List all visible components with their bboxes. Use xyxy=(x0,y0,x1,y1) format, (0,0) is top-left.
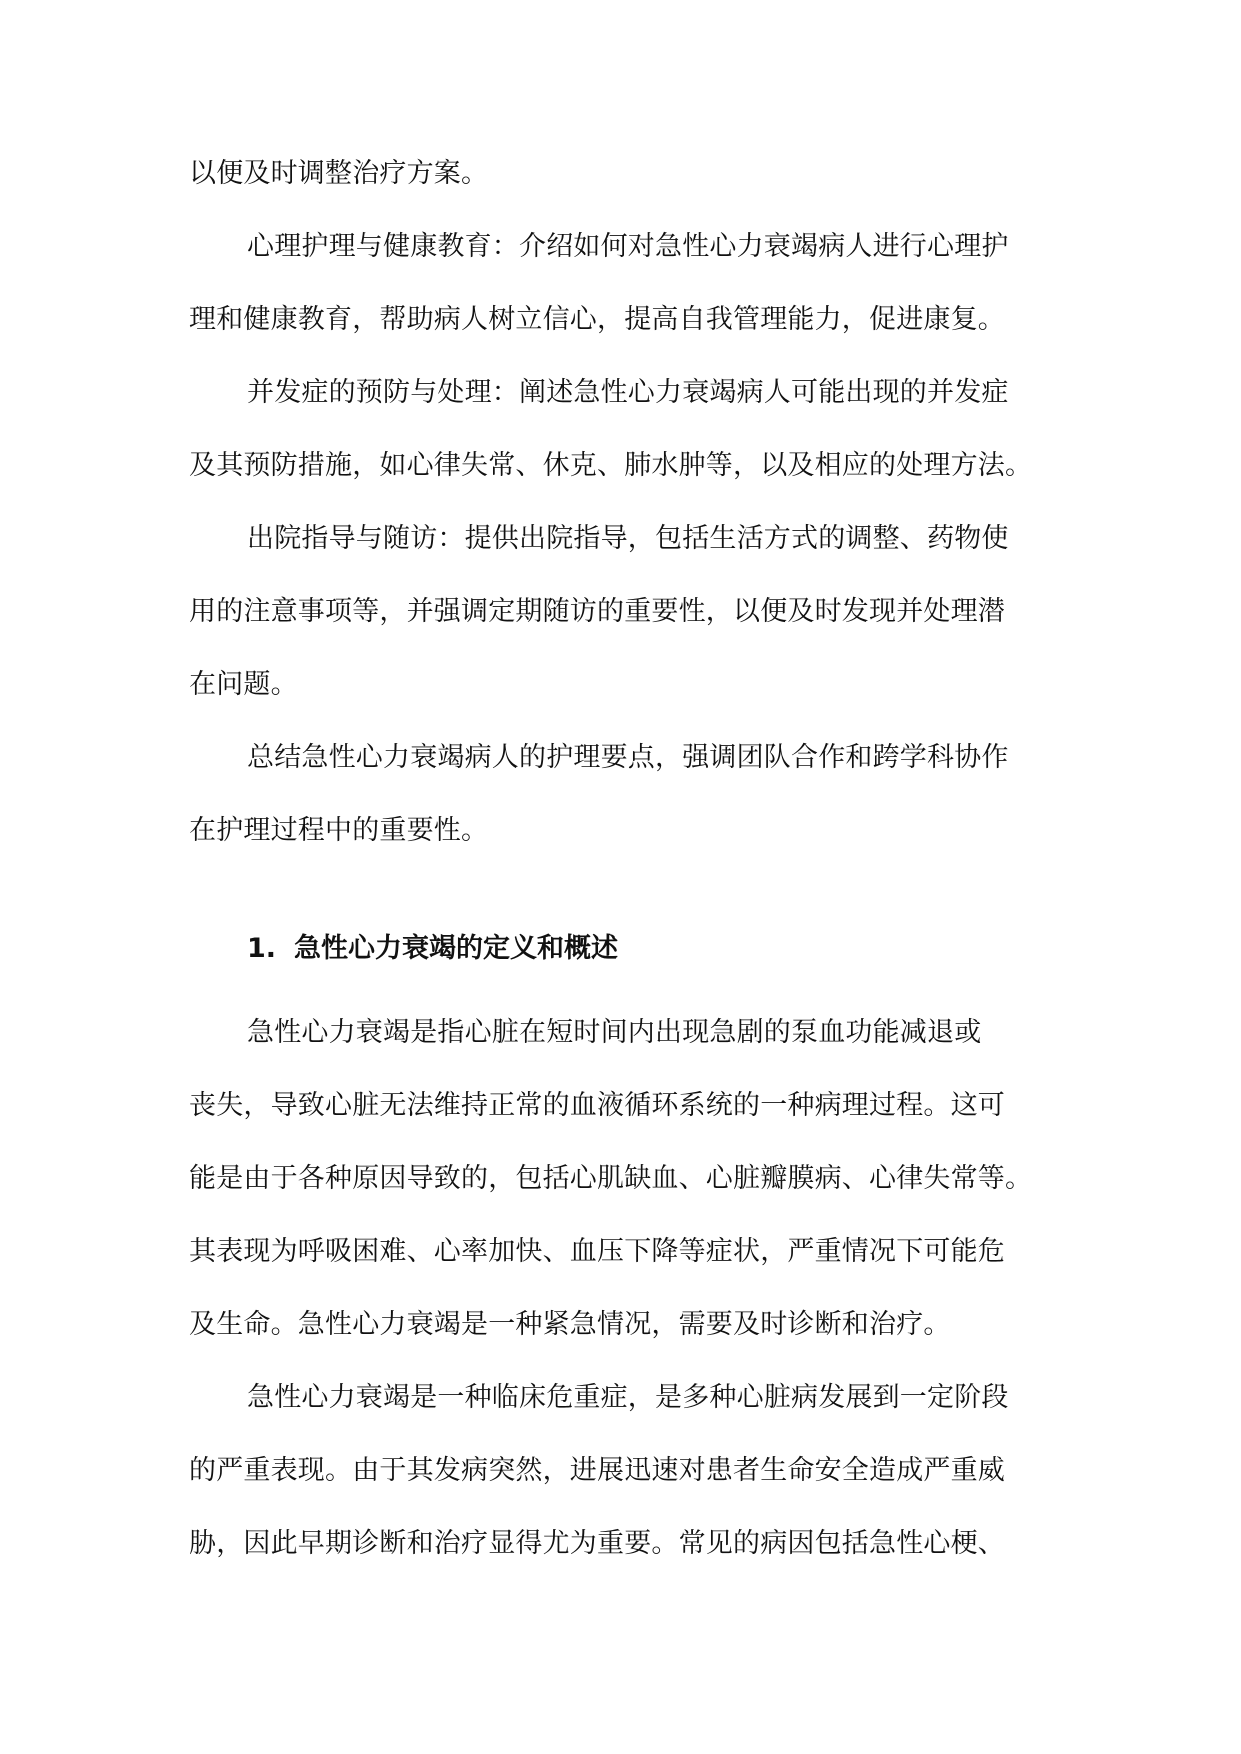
text-line: 丧失，导致心脏无法维持正常的血液循环系统的一种病理过程。这可 xyxy=(189,1090,1005,1121)
paragraph-definition: 急性心力衰竭是指心脏在短时间内出现急剧的泵血功能减退或 xyxy=(247,1017,982,1048)
text-line: 理和健康教育，帮助病人树立信心，提高自我管理能力，促进康复。 xyxy=(189,304,1005,335)
section-body-text xyxy=(189,996,1059,1580)
text-line: 以便及时调整治疗方案。 xyxy=(189,158,489,189)
paragraph-summary: 总结急性心力衰竭病人的护理要点，强调团队合作和跨学科协作 xyxy=(247,742,1009,773)
paragraph-complications: 并发症的预防与处理：阐述急性心力衰竭病人可能出现的并发症 xyxy=(247,377,1009,408)
intro-text-block xyxy=(189,137,1059,867)
text-line: 及其预防措施，如心律失常、休克、肺水肿等，以及相应的处理方法。 xyxy=(189,450,1033,481)
text-line: 在护理过程中的重要性。 xyxy=(189,815,489,846)
section-number: 1. xyxy=(247,933,277,964)
text-line: 其表现为呼吸困难、心率加快、血压下降等症状，严重情况下可能危 xyxy=(189,1236,1005,1267)
text-line: 的严重表现。由于其发病突然，进展迅速对患者生命安全造成严重威 xyxy=(189,1455,1005,1486)
paragraph-clinical-significance: 急性心力衰竭是一种临床危重症，是多种心脏病发展到一定阶段 xyxy=(247,1382,1009,1413)
paragraph-discharge-guidance: 出院指导与随访：提供出院指导，包括生活方式的调整、药物使 xyxy=(247,523,1009,554)
text-line: 能是由于各种原因导致的，包括心肌缺血、心脏瓣膜病、心律失常等。 xyxy=(189,1163,1033,1194)
text-line: 用的注意事项等，并强调定期随访的重要性，以便及时发现并处理潜 xyxy=(189,596,1005,627)
text-line: 胁，因此早期诊断和治疗显得尤为重要。常见的病因包括急性心梗、 xyxy=(189,1528,1005,1559)
text-line: 及生命。急性心力衰竭是一种紧急情况，需要及时诊断和治疗。 xyxy=(189,1309,951,1340)
section-heading xyxy=(247,929,618,969)
text-line: 在问题。 xyxy=(189,669,298,700)
section-title: 急性心力衰竭的定义和概述 xyxy=(294,933,619,964)
paragraph-psychological-care: 心理护理与健康教育：介绍如何对急性心力衰竭病人进行心理护 xyxy=(247,231,1009,262)
